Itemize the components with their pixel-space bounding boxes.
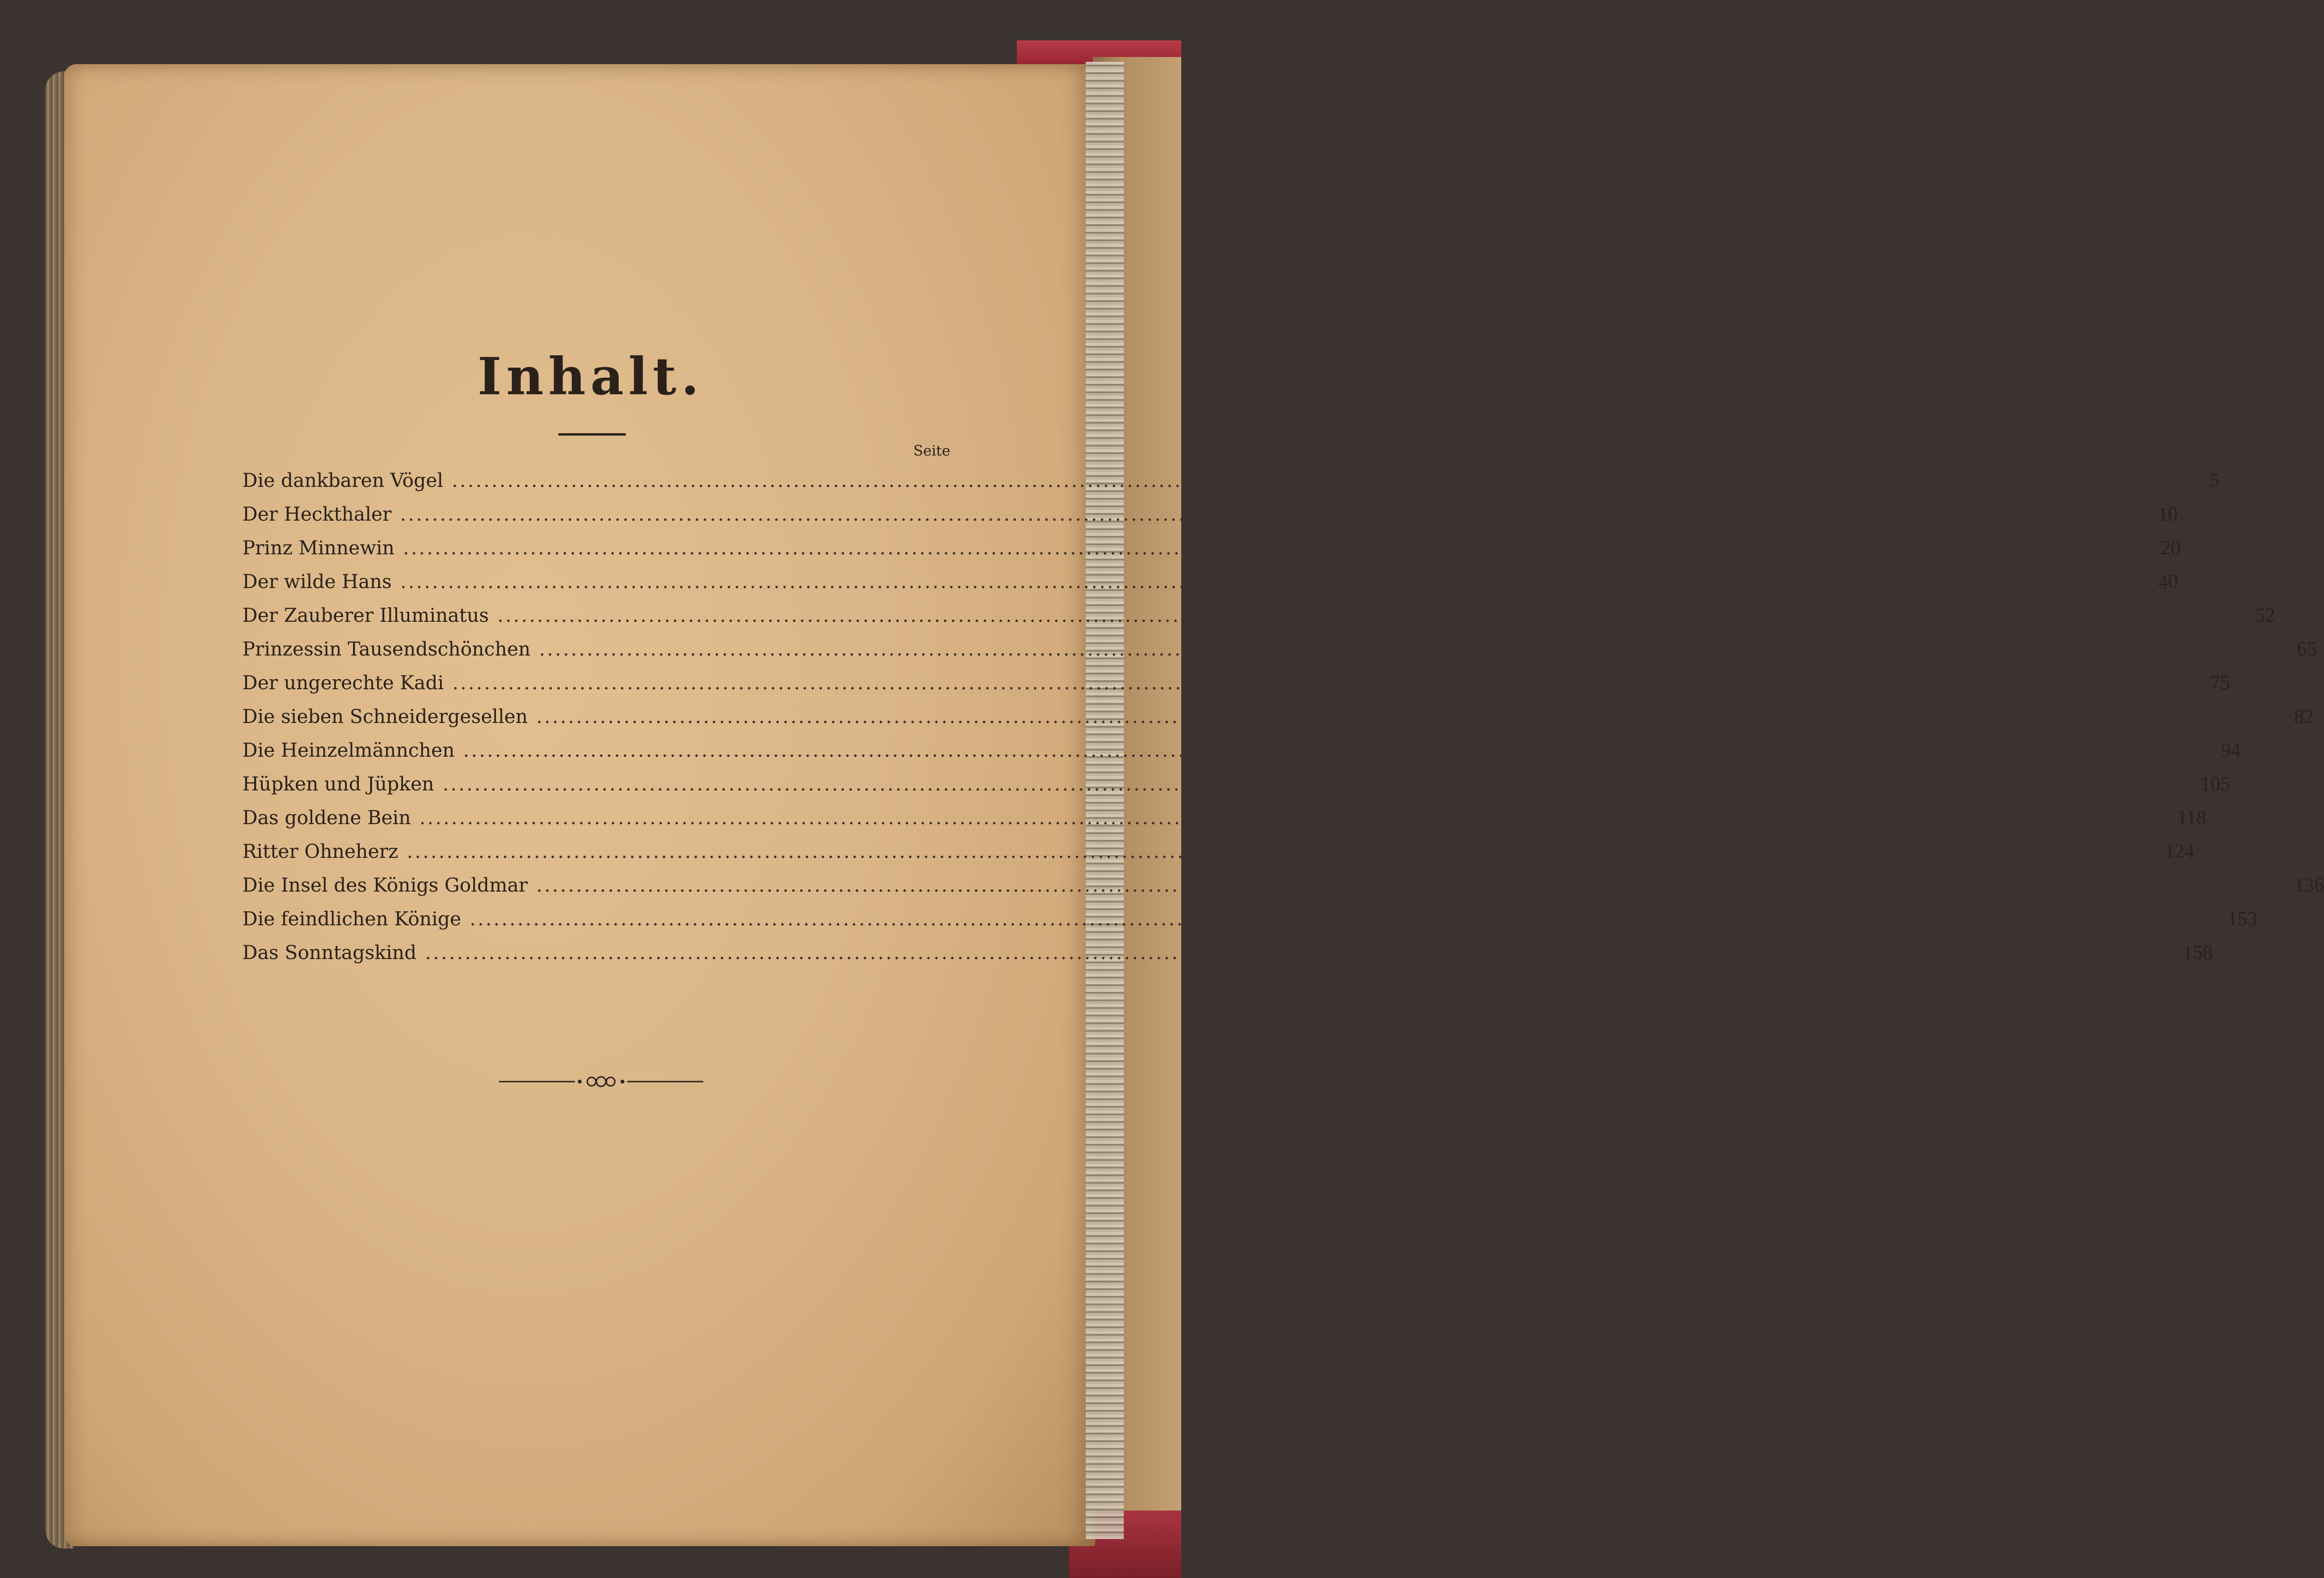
toc-entry-page: 105 [2200,773,2230,795]
toc-entry-page: 82 [2294,706,2314,728]
toc-entry-title: Die Heinzelmännchen [242,740,455,761]
toc-entry-title: Prinz Minnewin [242,537,395,559]
toc-entry-title: Der wilde Hans [242,571,392,593]
leader-dots: ............................................................................................................................................................................................................................ [536,706,2284,728]
toc-entry-page: 65 [2296,638,2317,660]
toc-entry-title: Ritter Ohneherz [242,841,399,863]
leader-dots: ............................................................................................................................................................................................................................ [539,638,2286,660]
leader-dots: ............................................................................................................................................................................................................................ [400,504,2148,525]
toc-entry-page: 20 [2161,537,2181,559]
toc-entry [242,570,2178,604]
toc-entry [242,908,2257,941]
toc-entry-title: Die dankbaren Vögel [242,470,443,492]
toc-entry [242,638,2317,672]
toc-entry [242,503,2178,537]
toc-entry-title: Der Zauberer Illuminatus [242,605,489,627]
leader-dots: ............................................................................................................................................................................................................................ [419,807,2167,829]
toc-entry [242,773,2230,807]
toc-entry [242,537,2181,570]
toc-entry-title: Hüpken und Jüpken [242,773,434,795]
toc-entry-page: 136 [2294,875,2324,896]
toc-entry-page: 124 [2164,841,2195,863]
toc-entry-title: Die sieben Schneidergesellen [242,706,528,728]
toc-entry-page: 52 [2255,605,2275,627]
decorative-ornament [499,1074,703,1089]
toc-entry-page: 40 [2158,571,2178,593]
leader-dots: ............................................................................................................................................................................................................................ [463,740,2211,761]
toc-entry [242,604,2275,638]
toc-entry-title: Die Insel des Königs Goldmar [242,875,528,896]
page-column-label: Seite [913,443,950,459]
leader-dots: ............................................................................................................................................................................................................................ [407,841,2154,863]
toc-entry-page: 5 [2209,470,2220,492]
toc-entry-title: Prinzessin Tausendschönchen [242,638,531,660]
leader-dots: ............................................................................................................................................................................................................................ [469,908,2217,930]
toc-entry [242,705,2314,739]
toc-entry-title: Die feindlichen Könige [242,908,461,930]
toc-entry [242,739,2241,773]
leader-dots: ............................................................................................................................................................................................................................ [497,605,2245,627]
binding-gutter [1086,62,1124,1539]
toc-entry-page: 153 [2227,908,2257,930]
leader-dots: ............................................................................................................................................................................................................................ [536,875,2284,896]
toc-entry [242,840,2195,874]
toc-entry-page: 75 [2210,672,2230,694]
leader-dots: ............................................................................................................................................................................................................................ [425,942,2172,964]
toc-entry-title: Das goldene Bein [242,807,411,829]
leader-dots: ............................................................................................................................................................................................................................ [451,470,2200,492]
toc-entry-title: Der ungerechte Kadi [242,672,444,694]
title-underline [558,433,626,436]
leader-dots: ............................................................................................................................................................................................................................ [452,672,2200,694]
page-title: Inhalt. [477,347,704,407]
leader-dots: ............................................................................................................................................................................................................................ [403,537,2151,559]
toc-entry-title: Der Heckthaler [242,504,392,525]
toc-entry-page: 10 [2158,504,2178,525]
toc-entry [242,874,2324,908]
leader-dots: ............................................................................................................................................................................................................................ [400,571,2148,593]
toc-entry-title: Das Sonntagskind [242,942,417,964]
toc-entry [242,941,2213,975]
toc-entry [242,807,2207,840]
toc-entry-page: 118 [2177,807,2207,829]
toc-entry [242,672,2230,705]
toc-entry [242,469,2220,503]
toc-entry-page: 158 [2182,942,2213,964]
toc-entry-page: 94 [2221,740,2241,761]
leader-dots: ............................................................................................................................................................................................................................ [442,773,2190,795]
table-of-contents [242,469,2324,975]
